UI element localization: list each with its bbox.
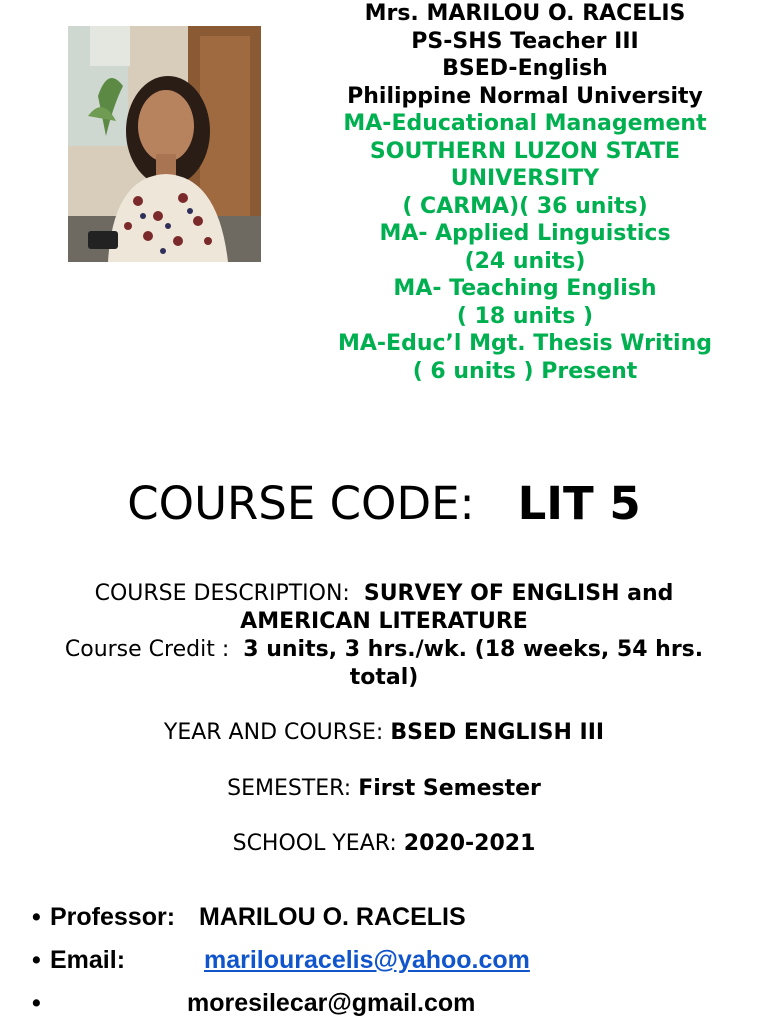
credential-line: MA-Educ’l Mgt. Thesis Writing bbox=[338, 331, 712, 356]
credit-value-line2: total) bbox=[349, 665, 419, 690]
credential-line: ( CARMA)( 36 units) bbox=[402, 193, 648, 219]
bullet: • bbox=[32, 946, 41, 974]
teacher-degree: BSED-English bbox=[442, 56, 608, 81]
credential-line: ( 18 units ) bbox=[456, 303, 594, 329]
bullet: • bbox=[32, 989, 41, 1017]
credit-label: Course Credit : bbox=[64, 637, 230, 662]
year-value: BSED ENGLISH III bbox=[390, 720, 605, 745]
bullet: • bbox=[32, 903, 41, 931]
credential-line: SOUTHERN LUZON STATE bbox=[369, 138, 681, 164]
teacher-university: Philippine Normal University bbox=[347, 83, 703, 109]
description-value-line2: AMERICAN LITERATURE bbox=[240, 609, 528, 634]
semester-value: First Semester bbox=[358, 776, 541, 801]
credential-line: UNIVERSITY bbox=[450, 166, 600, 191]
credit-value-line1: 3 units, 3 hrs./wk. (18 weeks, 54 hrs. bbox=[243, 637, 704, 662]
semester-label: SEMESTER: bbox=[227, 776, 352, 801]
teacher-name: Mrs. MARILOU O. RACELIS bbox=[364, 1, 686, 26]
email-label: Email: bbox=[50, 946, 126, 974]
semester bbox=[0, 775, 768, 803]
description-value-line1: SURVEY OF ENGLISH and bbox=[363, 581, 674, 606]
teacher-position: PS-SHS Teacher III bbox=[411, 28, 639, 54]
course-code-label: COURSE CODE: bbox=[127, 477, 475, 530]
description-label: COURSE DESCRIPTION: bbox=[94, 581, 350, 606]
credential-line: (24 units) bbox=[464, 248, 586, 274]
list-item bbox=[32, 982, 752, 1025]
professor-label: Professor: bbox=[50, 903, 176, 931]
credential-line: MA-Educational Management bbox=[343, 111, 707, 136]
credential-line: MA- Teaching English bbox=[393, 276, 657, 301]
credential-line: MA- Applied Linguistics bbox=[379, 221, 671, 246]
course-description bbox=[0, 580, 768, 692]
year-and-course bbox=[0, 719, 768, 747]
email-link[interactable]: marilouracelis@yahoo.com bbox=[204, 946, 530, 974]
course-code-value: LIT 5 bbox=[517, 477, 641, 530]
secondary-email: moresilecar@gmail.com bbox=[187, 989, 476, 1017]
portrait-photo bbox=[68, 26, 261, 262]
school-year-value: 2020-2021 bbox=[403, 831, 536, 856]
profile-block bbox=[300, 0, 750, 385]
list-item bbox=[32, 939, 752, 982]
year-label: YEAR AND COURSE: bbox=[163, 720, 384, 745]
credential-line: ( 6 units ) Present bbox=[412, 358, 638, 384]
school-year-label: SCHOOL YEAR: bbox=[232, 831, 397, 856]
course-code-heading bbox=[0, 476, 768, 532]
contact-list bbox=[32, 896, 752, 1025]
professor-value: MARILOU O. RACELIS bbox=[199, 903, 466, 931]
list-item bbox=[32, 896, 752, 939]
school-year bbox=[0, 830, 768, 858]
